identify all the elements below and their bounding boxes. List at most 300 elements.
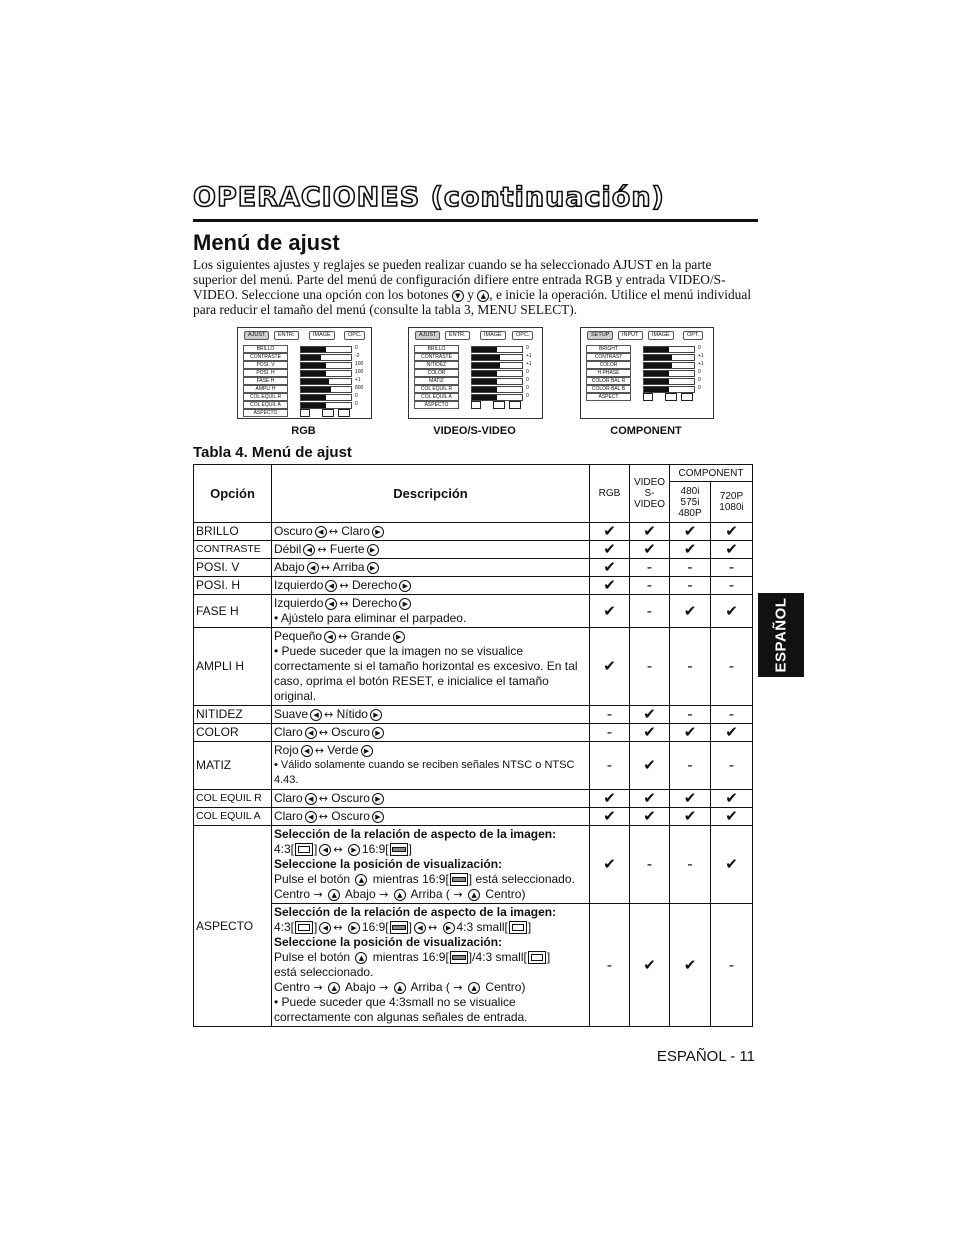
option-note: • Válido solamente cuando se reciben señales NTSC o NTSC 4.43. <box>274 759 575 786</box>
left-arrow-button-icon: ◀ <box>303 544 315 556</box>
bidirectional-arrow-icon: ↔ <box>320 561 330 574</box>
support-dash: - <box>670 826 711 904</box>
high-label: Grande <box>350 629 391 643</box>
header-description: Descripción <box>272 465 590 523</box>
low-label: Izquierdo <box>274 578 324 592</box>
support-check: ✔ <box>590 541 630 559</box>
menu-value: -2 <box>355 353 360 359</box>
table-row <box>194 628 753 706</box>
menu-level-bar <box>643 362 695 369</box>
bidirectional-arrow-icon: ↔ <box>338 630 348 643</box>
support-check: ✔ <box>670 790 711 808</box>
language-side-tab <box>758 593 804 677</box>
caption-component: COMPONENT <box>610 425 682 437</box>
menu-level-bar <box>643 346 695 353</box>
option-name: CONTRASTE <box>194 541 272 559</box>
menu-level-bar <box>471 386 523 393</box>
menu-tab: INPUT <box>618 331 643 340</box>
caption-rgb: RGB <box>291 425 316 437</box>
support-check: ✔ <box>630 808 670 826</box>
right-arrow-icon: → <box>375 981 392 994</box>
menu-value: 0 <box>698 345 701 351</box>
option-name: MATIZ <box>194 742 272 790</box>
down-label: Abajo <box>344 887 376 901</box>
menu-value: 0 <box>526 345 529 351</box>
left-arrow-button-icon: ◀ <box>319 922 331 934</box>
option-name: ASPECTO <box>194 826 272 1027</box>
header-480: 480i 575i 480P <box>670 482 711 523</box>
intro-text-1: Los siguientes ajustes y reglajes se pueden realizar cuando se ha seleccionado AJUST en la parte superior del menú. Parte del menú de configuración difiere entre entrada RGB y entrada VIDEO/S-VIDEO. Seleccione una opción con los botones <box>193 257 726 302</box>
aspect-ratio-heading: Selección de la relación de aspecto de la imagen: <box>274 905 557 919</box>
menu-tab: ENTR. <box>274 331 299 340</box>
right-arrow-button-icon: ▶ <box>372 793 384 805</box>
menu-value: 100 <box>355 361 364 367</box>
menu-item: COLOR BAL B <box>586 385 631 393</box>
support-check: ✔ <box>711 595 753 628</box>
right-arrow-button-icon: ▶ <box>367 562 379 574</box>
while-label: mientras 16:9[ <box>372 950 449 964</box>
menu-item: FASE H <box>243 377 288 385</box>
support-dash: - <box>590 706 630 724</box>
menu-item: CONTRAST <box>586 353 631 361</box>
support-check: ✔ <box>590 826 630 904</box>
aspect-screen-icon <box>509 401 521 409</box>
menu-level-bar <box>300 402 352 409</box>
menu-item: COLOR <box>586 361 631 369</box>
support-check: ✔ <box>590 790 630 808</box>
selected-label: está seleccionado. <box>274 965 374 979</box>
low-label: Abajo <box>274 560 305 574</box>
bidirectional-arrow-icon: ↔ <box>324 708 334 721</box>
bidirectional-arrow-icon: ↔ <box>339 597 349 610</box>
bidirectional-arrow-icon: ↔ <box>328 525 338 538</box>
menu-item: POSI. H <box>243 369 288 377</box>
low-label: Pequeño <box>274 629 323 643</box>
high-label: Claro <box>341 524 370 538</box>
right-arrow-button-icon: ▶ <box>393 631 405 643</box>
support-dash: - <box>711 559 753 577</box>
aspect-screen-icon <box>322 409 334 417</box>
menu-tab: IMAGE <box>309 331 335 340</box>
option-name: POSI. H <box>194 577 272 595</box>
screen-4-3-small-icon <box>509 921 527 934</box>
option-name: FASE H <box>194 595 272 628</box>
menu-screen-component <box>580 327 714 419</box>
left-arrow-button-icon: ◀ <box>414 922 426 934</box>
support-check: ✔ <box>630 523 670 541</box>
menu-value: 0 <box>526 393 529 399</box>
position-heading: Seleccione la posición de visualización: <box>274 857 503 871</box>
ratio-label: 4:3 small[ <box>456 920 508 934</box>
ratio-label: 4:3[ <box>274 920 295 934</box>
press-label: Pulse el botón <box>274 950 351 964</box>
support-check: ✔ <box>711 541 753 559</box>
center-label: Centro <box>274 887 311 901</box>
menu-level-bar <box>300 354 352 361</box>
left-arrow-button-icon: ◀ <box>315 526 327 538</box>
up-label: Arriba ( <box>410 887 450 901</box>
option-description: Selección de la relación de aspecto de la imagen: 4:3[ ] ◀ ↔ ▶ 16:9[ ] ◀ ↔ ▶ 4:3 small[ ] Seleccione la posición de visualización: Pulse el botón ▲ mientras 16:9[ ]/4:3 small[ ] está seleccionado. Centro → ▲ Abajo → ▲ Arriba ( → ▲ Centro) • Puede suceder que 4:3small no se visualice correctamente con algunas señales de entrada. <box>272 904 590 1027</box>
menu-tab: AJUST <box>244 331 269 340</box>
screen-16-9-icon <box>390 921 408 934</box>
right-arrow-button-icon: ▶ <box>367 544 379 556</box>
high-label: Fuerte <box>329 542 365 556</box>
caption-video: VIDEO/S-VIDEO <box>433 425 516 437</box>
title-rule <box>193 219 758 222</box>
right-arrow-button-icon: ▶ <box>443 922 455 934</box>
support-check: ✔ <box>630 706 670 724</box>
menu-item: ASPECTO <box>243 409 288 417</box>
aspect-screen-icon <box>643 393 653 401</box>
aspect-screen-icon <box>681 393 693 401</box>
side-tab-label: ESPAÑOL <box>772 597 790 673</box>
low-label: Claro <box>274 791 303 805</box>
support-check: ✔ <box>711 523 753 541</box>
table-row <box>194 541 753 559</box>
menu-level-bar <box>300 386 352 393</box>
right-arrow-button-icon: ▶ <box>399 598 411 610</box>
ratio-label: ]/4:3 small[ <box>468 950 527 964</box>
support-check: ✔ <box>590 628 630 706</box>
bidirectional-arrow-icon: ↔ <box>427 921 438 934</box>
right-arrow-button-icon: ▶ <box>399 580 411 592</box>
aspect-screen-icon <box>493 401 505 409</box>
menu-item: BRIGHT <box>586 345 631 353</box>
aspect-screen-icon <box>300 409 310 417</box>
support-check: ✔ <box>630 724 670 742</box>
menu-item: NITIDEZ <box>414 361 459 369</box>
option-name: POSI. V <box>194 559 272 577</box>
support-dash: - <box>630 577 670 595</box>
support-check: ✔ <box>670 724 711 742</box>
bidirectional-arrow-icon: ↔ <box>318 726 328 739</box>
center-label: Centro <box>274 980 311 994</box>
support-check: ✔ <box>670 904 711 1027</box>
menu-item: CONTRASTE <box>414 353 459 361</box>
option-name: COL EQUIL R <box>194 790 272 808</box>
menu-value: 0 <box>698 369 701 375</box>
support-check: ✔ <box>590 523 630 541</box>
page-title: OPERACIONES (continuación) <box>193 182 665 213</box>
option-description <box>272 559 590 577</box>
menu-level-bar <box>471 362 523 369</box>
menu-item: BRILLO <box>243 345 288 353</box>
right-arrow-icon: → <box>449 888 467 901</box>
option-description <box>272 808 590 826</box>
menu-level-bar <box>471 354 523 361</box>
menu-item: ASPECTO <box>414 401 459 409</box>
bidirectional-arrow-icon: ↔ <box>317 543 327 556</box>
table-row <box>194 826 753 904</box>
menu-tab: IMAGE <box>480 331 506 340</box>
right-arrow-button-icon: ▶ <box>372 526 384 538</box>
menu-tab: OPC. <box>344 331 365 340</box>
support-check: ✔ <box>711 826 753 904</box>
low-label: Oscuro <box>274 524 313 538</box>
table-row <box>194 595 753 628</box>
menu-level-bar <box>643 354 695 361</box>
menu-level-bar <box>471 394 523 401</box>
support-dash: - <box>590 724 630 742</box>
table-row <box>194 808 753 826</box>
intro-and: y <box>467 287 474 302</box>
down-label: Abajo <box>344 980 376 994</box>
left-arrow-button-icon: ◀ <box>325 598 337 610</box>
page-footer: ESPAÑOL - 11 <box>656 1048 755 1065</box>
support-check: ✔ <box>590 808 630 826</box>
menu-value: +1 <box>355 377 361 383</box>
option-name: COLOR <box>194 724 272 742</box>
menu-level-bar <box>300 378 352 385</box>
table-row <box>194 904 753 1027</box>
option-description <box>272 628 590 706</box>
center-label: Centro) <box>485 980 526 994</box>
press-label: Pulse el botón <box>274 872 351 886</box>
support-check: ✔ <box>630 790 670 808</box>
high-label: Derecho <box>351 578 398 592</box>
option-name: BRILLO <box>194 523 272 541</box>
option-name: AMPLI H <box>194 628 272 706</box>
support-check: ✔ <box>670 523 711 541</box>
right-arrow-button-icon: ▶ <box>372 727 384 739</box>
support-dash: - <box>630 826 670 904</box>
screen-16-9-icon <box>450 951 468 964</box>
low-label: Izquierdo <box>274 596 324 610</box>
support-dash: - <box>711 904 753 1027</box>
up-button-icon: ▲ <box>355 952 367 964</box>
support-check: ✔ <box>670 808 711 826</box>
table-row <box>194 523 753 541</box>
while-label: mientras 16:9[ <box>372 872 449 886</box>
menu-tab: SETUP <box>587 331 613 340</box>
right-arrow-icon: → <box>310 888 327 901</box>
support-dash: - <box>711 577 753 595</box>
support-dash: - <box>590 904 630 1027</box>
menu-level-bar <box>300 362 352 369</box>
menu-tab: OPT. <box>683 331 703 340</box>
option-description <box>272 523 590 541</box>
high-label: Derecho <box>351 596 398 610</box>
menu-item: COLOR <box>414 369 459 377</box>
position-heading: Seleccione la posición de visualización: <box>274 935 503 949</box>
menu-value: +1 <box>698 353 704 359</box>
high-label: Oscuro <box>331 809 370 823</box>
up-label: Arriba ( <box>410 980 450 994</box>
support-check: ✔ <box>630 742 670 790</box>
menu-level-bar <box>643 378 695 385</box>
support-check: ✔ <box>590 577 630 595</box>
support-dash: - <box>711 628 753 706</box>
section-title: Menú de ajust <box>193 230 340 255</box>
menu-value: 100 <box>355 369 364 375</box>
support-check: ✔ <box>630 904 670 1027</box>
header-720: 720P 1080i <box>711 482 753 523</box>
screen-4-3-icon <box>295 921 313 934</box>
menu-item: POSI. V <box>243 361 288 369</box>
menu-tab: OPC. <box>512 331 533 340</box>
right-arrow-button-icon: ▶ <box>348 922 360 934</box>
option-description <box>272 706 590 724</box>
option-description: Selección de la relación de aspecto de la imagen: 4:3[ ] ◀ ↔ ▶ 16:9[ ] Seleccione la posición de visualización: Pulse el botón ▲ mientras 16:9[ ] está seleccionado. Centro → ▲ Abajo → ▲ Arriba ( → ▲ Centro) <box>272 826 590 904</box>
menu-level-bar <box>643 386 695 393</box>
option-name: NITIDEZ <box>194 706 272 724</box>
down-button-icon: ▼ <box>452 290 464 302</box>
up-button-icon: ▲ <box>468 982 480 994</box>
left-arrow-button-icon: ◀ <box>305 727 317 739</box>
bidirectional-arrow-icon: ↔ <box>314 744 324 757</box>
header-option: Opción <box>194 465 272 523</box>
option-name: COL EQUIL A <box>194 808 272 826</box>
option-description <box>272 790 590 808</box>
screen-16-9-icon <box>390 843 408 856</box>
menu-item: ASPECT <box>586 393 631 401</box>
menu-level-bar <box>300 346 352 353</box>
up-button-icon: ▲ <box>477 290 489 302</box>
ratio-label: 16:9[ <box>361 842 389 856</box>
low-label: Claro <box>274 725 303 739</box>
right-arrow-button-icon: ▶ <box>348 844 360 856</box>
menu-level-bar <box>300 394 352 401</box>
screen-16-9-icon <box>450 873 468 886</box>
bidirectional-arrow-icon: ↔ <box>333 921 343 934</box>
support-dash: - <box>670 742 711 790</box>
screen-4-3-small-icon <box>528 951 546 964</box>
right-arrow-button-icon: ▶ <box>372 811 384 823</box>
ratio-label: 4:3[ <box>274 842 295 856</box>
screen-4-3-icon <box>295 843 313 856</box>
bidirectional-arrow-icon: ↔ <box>318 792 328 805</box>
table-row <box>194 577 753 595</box>
aspect-screen-icon <box>471 401 481 409</box>
menu-level-bar <box>471 346 523 353</box>
aspect-screen-icon <box>338 409 350 417</box>
left-arrow-button-icon: ◀ <box>324 631 336 643</box>
header-component: COMPONENT <box>670 465 753 482</box>
menu-item: MATIZ <box>414 377 459 385</box>
up-button-icon: ▲ <box>355 874 367 886</box>
menu-screen-video <box>408 327 543 419</box>
menu-item: COL EQUIL R <box>414 385 459 393</box>
left-arrow-button-icon: ◀ <box>305 793 317 805</box>
table-row <box>194 742 753 790</box>
menu-value: 0 <box>698 377 701 383</box>
menu-value: +1 <box>698 361 704 367</box>
support-check: ✔ <box>590 559 630 577</box>
center-label: Centro) <box>485 887 526 901</box>
right-arrow-icon: → <box>310 981 327 994</box>
menu-value: 800 <box>355 385 364 391</box>
right-arrow-icon: → <box>449 981 467 994</box>
ratio-label: 16:9[ <box>361 920 389 934</box>
high-label: Arriba <box>332 560 365 574</box>
high-label: Oscuro <box>331 725 370 739</box>
right-arrow-icon: → <box>375 888 392 901</box>
option-note: • Puede suceder que la imagen no se visualice correctamente si el tamaño horizontal es excesivo. En tal caso, oprima el botón RESET, e inicialice el tamaño original. <box>274 644 578 703</box>
menu-item: H PHASE <box>586 369 631 377</box>
menu-tab: AJUST <box>415 331 440 340</box>
option-note: • Puede suceder que 4:3small no se visualice correctamente con algunas señales de entrada. <box>274 995 528 1024</box>
menu-level-bar <box>643 370 695 377</box>
up-button-icon: ▲ <box>328 982 340 994</box>
left-arrow-button-icon: ◀ <box>325 580 337 592</box>
menu-tab: ENTR. <box>445 331 470 340</box>
menu-level-bar <box>471 370 523 377</box>
bidirectional-arrow-icon: ↔ <box>333 843 343 856</box>
menu-level-bar <box>471 378 523 385</box>
selected-label: ] está seleccionado. <box>468 872 575 886</box>
option-description <box>272 595 590 628</box>
support-dash: - <box>630 559 670 577</box>
menu-value: 0 <box>698 385 701 391</box>
menu-value: 0 <box>526 369 529 375</box>
right-arrow-button-icon: ▶ <box>370 709 382 721</box>
support-dash: - <box>670 559 711 577</box>
support-check: ✔ <box>630 541 670 559</box>
menu-level-bar <box>300 370 352 377</box>
high-label: Verde <box>327 743 359 757</box>
aspect-screen-icon <box>665 393 677 401</box>
support-check: ✔ <box>711 790 753 808</box>
menu-item: COL EQUIL A <box>414 393 459 401</box>
menu-item: COLOR BAL R <box>586 377 631 385</box>
option-description <box>272 577 590 595</box>
support-check: ✔ <box>711 808 753 826</box>
aspect-ratio-heading: Selección de la relación de aspecto de la imagen: <box>274 827 557 841</box>
table-row <box>194 724 753 742</box>
table-row <box>194 559 753 577</box>
option-description <box>272 742 590 790</box>
support-dash: - <box>590 742 630 790</box>
adjust-menu-table <box>193 464 753 1027</box>
low-label: Claro <box>274 809 303 823</box>
header-rgb: RGB <box>590 465 630 523</box>
left-arrow-button-icon: ◀ <box>301 745 313 757</box>
support-dash: - <box>670 706 711 724</box>
up-button-icon: ▲ <box>394 889 406 901</box>
menu-value: +1 <box>526 353 532 359</box>
low-label: Rojo <box>274 743 299 757</box>
menu-value: 0 <box>526 377 529 383</box>
menu-item: AMPLI H <box>243 385 288 393</box>
high-label: Nítido <box>336 707 368 721</box>
bidirectional-arrow-icon: ↔ <box>339 579 349 592</box>
option-description <box>272 541 590 559</box>
left-arrow-button-icon: ◀ <box>305 811 317 823</box>
menu-value: 0 <box>526 385 529 391</box>
menu-tab: IMAGE <box>648 331 674 340</box>
support-check: ✔ <box>670 595 711 628</box>
support-check: ✔ <box>711 724 753 742</box>
menu-item: CONTRASTE <box>243 353 288 361</box>
support-dash: - <box>630 628 670 706</box>
support-dash: - <box>670 628 711 706</box>
low-label: Débil <box>274 542 302 556</box>
menu-item: COL EQUIL R <box>243 393 288 401</box>
up-button-icon: ▲ <box>394 982 406 994</box>
up-button-icon: ▲ <box>328 889 340 901</box>
support-check: ✔ <box>590 595 630 628</box>
option-note: • Ajústelo para eliminar el parpadeo. <box>274 611 467 625</box>
menu-value: 0 <box>355 393 358 399</box>
up-button-icon: ▲ <box>468 889 480 901</box>
menu-screen-rgb <box>237 327 372 419</box>
support-dash: - <box>630 595 670 628</box>
menu-item: BRILLO <box>414 345 459 353</box>
support-dash: - <box>711 706 753 724</box>
support-dash: - <box>711 742 753 790</box>
table-title: Tabla 4. Menú de ajust <box>193 444 352 461</box>
left-arrow-button-icon: ◀ <box>319 844 331 856</box>
